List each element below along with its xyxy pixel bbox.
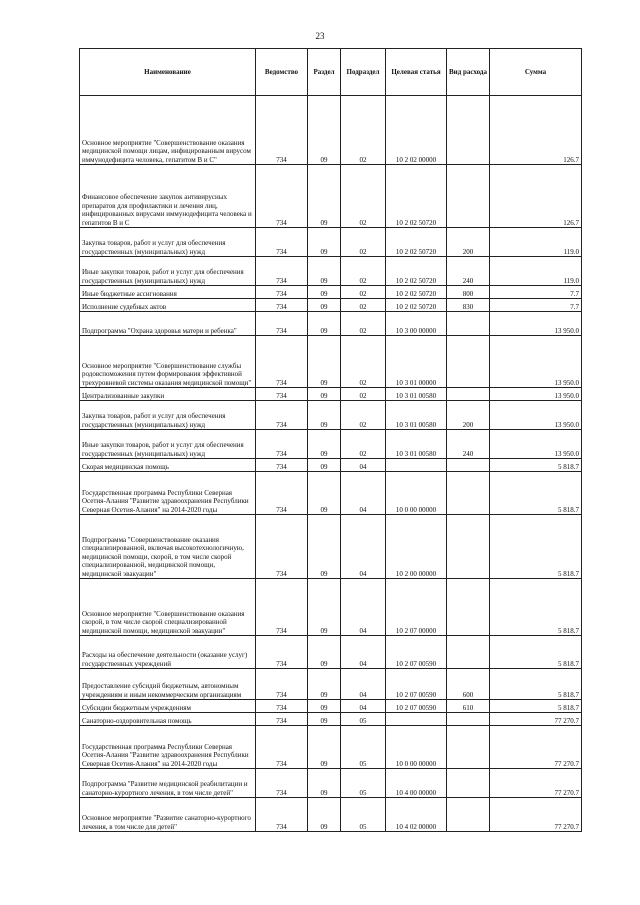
cell-vedomstvo: 734 xyxy=(256,96,308,165)
table-row xyxy=(80,299,582,312)
header-summa: Сумма xyxy=(490,49,582,96)
cell-vedomstvo: 734 xyxy=(256,669,308,700)
cell-summa: 7.7 xyxy=(490,286,582,299)
cell-vedomstvo: 734 xyxy=(256,312,308,336)
cell-name: Предоставление субсидий бюджетным, автономным учреждениям и иным некоммерческим организациям xyxy=(80,669,256,700)
cell-summa: 77 270.7 xyxy=(490,769,582,798)
cell-vid-raskhoda xyxy=(447,459,490,472)
table-row xyxy=(80,472,582,515)
cell-vid-raskhoda xyxy=(447,336,490,388)
table-row xyxy=(80,669,582,700)
cell-razdel: 09 xyxy=(308,165,341,228)
cell-vid-raskhoda xyxy=(447,636,490,669)
cell-podrazdel: 02 xyxy=(341,286,386,299)
cell-celevaya-statya: 10 2 02 50720 xyxy=(386,286,447,299)
cell-razdel: 09 xyxy=(308,700,341,713)
table-row xyxy=(80,336,582,388)
cell-razdel: 09 xyxy=(308,669,341,700)
cell-podrazdel: 02 xyxy=(341,257,386,286)
cell-podrazdel: 02 xyxy=(341,299,386,312)
table-row xyxy=(80,798,582,832)
cell-razdel: 09 xyxy=(308,286,341,299)
cell-vid-raskhoda: 800 xyxy=(447,286,490,299)
cell-vedomstvo: 734 xyxy=(256,299,308,312)
cell-vedomstvo: 734 xyxy=(256,401,308,430)
cell-vid-raskhoda: 610 xyxy=(447,700,490,713)
header-vedomstvo: Ведомство xyxy=(256,49,308,96)
cell-summa: 5 818.7 xyxy=(490,515,582,579)
table-row xyxy=(80,726,582,769)
cell-podrazdel: 04 xyxy=(341,669,386,700)
cell-summa: 5 818.7 xyxy=(490,459,582,472)
cell-celevaya-statya: 10 2 02 50720 xyxy=(386,257,447,286)
cell-podrazdel: 04 xyxy=(341,515,386,579)
cell-celevaya-statya: 10 2 02 50720 xyxy=(386,228,447,257)
table-row xyxy=(80,286,582,299)
cell-vid-raskhoda xyxy=(447,579,490,636)
cell-name: Иные закупки товаров, работ и услуг для обеспечения государственных (муниципальных) нужд xyxy=(80,257,256,286)
header-razdel: Раздел xyxy=(308,49,341,96)
cell-celevaya-statya: 10 4 02 00000 xyxy=(386,798,447,832)
cell-celevaya-statya: 10 2 00 00000 xyxy=(386,515,447,579)
cell-razdel: 09 xyxy=(308,459,341,472)
cell-razdel: 09 xyxy=(308,515,341,579)
table-row xyxy=(80,257,582,286)
cell-summa: 5 818.7 xyxy=(490,669,582,700)
cell-vedomstvo: 734 xyxy=(256,336,308,388)
header-name: Наименование xyxy=(80,49,256,96)
cell-name: Иные закупки товаров, работ и услуг для обеспечения государственных (муниципальных) нужд xyxy=(80,430,256,459)
table-row xyxy=(80,700,582,713)
cell-podrazdel: 04 xyxy=(341,472,386,515)
cell-name: Подпрограмма "Охрана здоровья матери и ребенка" xyxy=(80,312,256,336)
cell-podrazdel: 02 xyxy=(341,96,386,165)
page-number: 23 xyxy=(315,31,325,41)
table-row xyxy=(80,430,582,459)
cell-podrazdel: 05 xyxy=(341,769,386,798)
cell-vedomstvo: 734 xyxy=(256,472,308,515)
cell-vedomstvo: 734 xyxy=(256,798,308,832)
cell-podrazdel: 02 xyxy=(341,312,386,336)
cell-razdel: 09 xyxy=(308,96,341,165)
cell-vid-raskhoda: 240 xyxy=(447,257,490,286)
cell-summa: 119.0 xyxy=(490,257,582,286)
cell-name: Основное мероприятие "Развитие санаторно-курортного лечения, в том числе для детей" xyxy=(80,798,256,832)
cell-vedomstvo: 734 xyxy=(256,228,308,257)
cell-razdel: 09 xyxy=(308,228,341,257)
table-body xyxy=(80,96,582,832)
cell-celevaya-statya: 10 3 00 00000 xyxy=(386,312,447,336)
cell-podrazdel: 02 xyxy=(341,388,386,401)
cell-vedomstvo: 734 xyxy=(256,636,308,669)
cell-name: Исполнение судебных актов xyxy=(80,299,256,312)
cell-name: Государственная программа Республики Северная Осетия-Алания "Развитие здравоохранения Республики Северная Осетия-Алания" на 2014-2020 годы xyxy=(80,726,256,769)
cell-vid-raskhoda xyxy=(447,713,490,726)
cell-razdel: 09 xyxy=(308,798,341,832)
cell-vid-raskhoda xyxy=(447,472,490,515)
cell-razdel: 09 xyxy=(308,579,341,636)
cell-summa: 119.0 xyxy=(490,228,582,257)
cell-vedomstvo: 734 xyxy=(256,713,308,726)
cell-celevaya-statya: 10 2 02 50720 xyxy=(386,165,447,228)
cell-name: Основное мероприятие "Совершенствование оказания скорой, в том числе скорой специализированной медицинской помощи, медицинской эвакуации" xyxy=(80,579,256,636)
cell-razdel: 09 xyxy=(308,769,341,798)
table-header-row xyxy=(80,49,582,96)
cell-celevaya-statya: 10 2 07 00590 xyxy=(386,636,447,669)
cell-podrazdel: 02 xyxy=(341,336,386,388)
cell-podrazdel: 04 xyxy=(341,579,386,636)
table-row xyxy=(80,713,582,726)
header-podrazdel: Подраздел xyxy=(341,49,386,96)
table-row xyxy=(80,515,582,579)
cell-celevaya-statya: 10 2 07 00590 xyxy=(386,669,447,700)
cell-celevaya-statya xyxy=(386,459,447,472)
cell-podrazdel: 04 xyxy=(341,700,386,713)
budget-table xyxy=(79,48,582,832)
table-row xyxy=(80,388,582,401)
cell-celevaya-statya: 10 0 00 00000 xyxy=(386,726,447,769)
cell-vid-raskhoda xyxy=(447,515,490,579)
cell-vid-raskhoda: 830 xyxy=(447,299,490,312)
cell-celevaya-statya: 10 2 02 50720 xyxy=(386,299,447,312)
cell-podrazdel: 05 xyxy=(341,713,386,726)
cell-podrazdel: 04 xyxy=(341,636,386,669)
cell-razdel: 09 xyxy=(308,336,341,388)
cell-vedomstvo: 734 xyxy=(256,165,308,228)
cell-podrazdel: 05 xyxy=(341,798,386,832)
cell-celevaya-statya: 10 3 01 00580 xyxy=(386,401,447,430)
cell-razdel: 09 xyxy=(308,472,341,515)
cell-summa: 77 270.7 xyxy=(490,726,582,769)
cell-podrazdel: 02 xyxy=(341,165,386,228)
cell-name: Санаторно-оздоровительная помощь xyxy=(80,713,256,726)
cell-name: Субсидии бюджетным учреждениям xyxy=(80,700,256,713)
cell-summa: 13 950.0 xyxy=(490,336,582,388)
table-row xyxy=(80,636,582,669)
cell-razdel: 09 xyxy=(308,636,341,669)
cell-summa: 13 950.0 xyxy=(490,401,582,430)
cell-name: Подпрограмма "Развитие медицинской реабилитации и санаторно-курортного лечения, в том числе детей" xyxy=(80,769,256,798)
cell-name: Государственная программа Республики Северная Осетия-Алания "Развитие здравоохранения Республики Северная Осетия-Алания" на 2014-2020 годы xyxy=(80,472,256,515)
cell-vid-raskhoda: 600 xyxy=(447,669,490,700)
cell-vedomstvo: 734 xyxy=(256,286,308,299)
cell-podrazdel: 02 xyxy=(341,228,386,257)
cell-vid-raskhoda xyxy=(447,388,490,401)
table-row xyxy=(80,312,582,336)
header-celevaya-statya: Целевая статья xyxy=(386,49,447,96)
cell-summa: 77 270.7 xyxy=(490,798,582,832)
cell-vedomstvo: 734 xyxy=(256,257,308,286)
cell-summa: 5 818.7 xyxy=(490,579,582,636)
cell-razdel: 09 xyxy=(308,257,341,286)
cell-name: Основное мероприятие "Совершенствование оказания медицинской помощи лицам, инфицированным вирусом иммунодефицита человека, гепатитом В и С" xyxy=(80,96,256,165)
cell-celevaya-statya xyxy=(386,713,447,726)
cell-name: Подпрограмма "Совершенствование оказания специализированной, включая высокотехнологичную, медицинской помощи, скорой, в том числе скорой специализированной, медицинской помощи, медицинской эвакуации" xyxy=(80,515,256,579)
cell-vid-raskhoda xyxy=(447,96,490,165)
cell-summa: 5 818.7 xyxy=(490,636,582,669)
cell-summa: 7.7 xyxy=(490,299,582,312)
table-row xyxy=(80,165,582,228)
cell-name: Централизованные закупки xyxy=(80,388,256,401)
table-row xyxy=(80,459,582,472)
header-vid-raskhoda: Вид расхода xyxy=(447,49,490,96)
cell-name: Финансовое обеспечение закупок антивирусных препаратов для профилактики и лечения лиц, инфицированных вирусами иммунодефицита человека и гепатитов В и С xyxy=(80,165,256,228)
cell-vid-raskhoda: 200 xyxy=(447,228,490,257)
cell-celevaya-statya: 10 3 01 00000 xyxy=(386,336,447,388)
cell-podrazdel: 02 xyxy=(341,401,386,430)
cell-vid-raskhoda: 200 xyxy=(447,401,490,430)
cell-vedomstvo: 734 xyxy=(256,459,308,472)
cell-podrazdel: 04 xyxy=(341,459,386,472)
cell-summa: 5 818.7 xyxy=(490,472,582,515)
table-row xyxy=(80,96,582,165)
cell-vedomstvo: 734 xyxy=(256,769,308,798)
cell-razdel: 09 xyxy=(308,401,341,430)
table-row xyxy=(80,228,582,257)
cell-summa: 5 818.7 xyxy=(490,700,582,713)
table-row xyxy=(80,401,582,430)
cell-celevaya-statya: 10 3 01 00580 xyxy=(386,430,447,459)
cell-razdel: 09 xyxy=(308,312,341,336)
cell-razdel: 09 xyxy=(308,713,341,726)
cell-vid-raskhoda xyxy=(447,726,490,769)
cell-summa: 13 950.0 xyxy=(490,430,582,459)
cell-summa: 126.7 xyxy=(490,96,582,165)
cell-name: Закупка товаров, работ и услуг для обеспечения государственных (муниципальных) нужд xyxy=(80,401,256,430)
cell-razdel: 09 xyxy=(308,430,341,459)
cell-vedomstvo: 734 xyxy=(256,388,308,401)
cell-razdel: 09 xyxy=(308,388,341,401)
cell-celevaya-statya: 10 2 02 00000 xyxy=(386,96,447,165)
cell-summa: 77 270.7 xyxy=(490,713,582,726)
cell-vid-raskhoda xyxy=(447,769,490,798)
cell-vedomstvo: 734 xyxy=(256,726,308,769)
cell-name: Закупка товаров, работ и услуг для обеспечения государственных (муниципальных) нужд xyxy=(80,228,256,257)
cell-summa: 126.7 xyxy=(490,165,582,228)
cell-vid-raskhoda xyxy=(447,798,490,832)
cell-celevaya-statya: 10 2 07 00000 xyxy=(386,579,447,636)
cell-name: Расходы на обеспечение деятельности (оказание услуг) государственных учреждений xyxy=(80,636,256,669)
table-row xyxy=(80,769,582,798)
cell-vedomstvo: 734 xyxy=(256,579,308,636)
cell-summa: 13 950.0 xyxy=(490,388,582,401)
cell-summa: 13 950.0 xyxy=(490,312,582,336)
cell-celevaya-statya: 10 2 07 00590 xyxy=(386,700,447,713)
cell-podrazdel: 02 xyxy=(341,430,386,459)
table-row xyxy=(80,579,582,636)
cell-razdel: 09 xyxy=(308,299,341,312)
cell-celevaya-statya: 10 3 01 00580 xyxy=(386,388,447,401)
cell-celevaya-statya: 10 4 00 00000 xyxy=(386,769,447,798)
cell-vedomstvo: 734 xyxy=(256,430,308,459)
cell-name: Иные бюджетные ассигнования xyxy=(80,286,256,299)
cell-vedomstvo: 734 xyxy=(256,700,308,713)
cell-vid-raskhoda xyxy=(447,312,490,336)
cell-vid-raskhoda xyxy=(447,165,490,228)
cell-vid-raskhoda: 240 xyxy=(447,430,490,459)
cell-podrazdel: 05 xyxy=(341,726,386,769)
cell-vedomstvo: 734 xyxy=(256,515,308,579)
cell-razdel: 09 xyxy=(308,726,341,769)
cell-name: Скорая медицинская помощь xyxy=(80,459,256,472)
cell-name: Основное мероприятие "Совершенствование службы родовспоможения путем формирования эффективной трехуровневой системы оказания медицинской помощи" xyxy=(80,336,256,388)
cell-celevaya-statya: 10 0 00 00000 xyxy=(386,472,447,515)
